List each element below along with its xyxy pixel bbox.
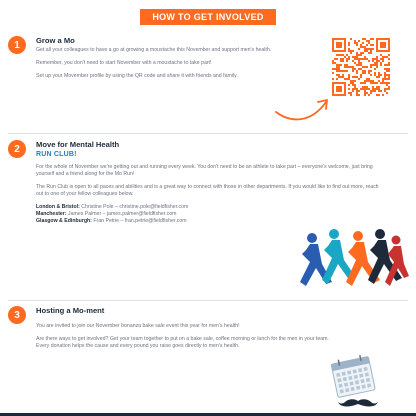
paragraph: Remember, you don't need to start November with a moustache to take part! (36, 60, 212, 66)
step-number-badge: 1 (8, 36, 26, 54)
step-number-badge: 2 (8, 140, 26, 158)
contact-line (36, 204, 386, 211)
section-title: Hosting a Mo-ment (36, 306, 105, 315)
paragraph: You are invited to join our November bonanza bake sale event this year for men's health! (36, 323, 240, 329)
contact-detail[interactable]: Christine Pole – christine.pole@fieldfisher.com (81, 204, 189, 210)
contact-city: Glasgow & Edinburgh: (36, 218, 92, 224)
contact-detail[interactable]: James Palmer – james.palmer@fieldfisher.com (68, 211, 177, 217)
paragraph: For the whole of November we're getting out and running every week. You don't need to be an athlete to take part – everyone's welcome, just bring yourself and a friend along for the Mo Run! (36, 164, 373, 177)
paragraph: Set up your Movember profile by using the QR code and share it with friends and family. (36, 73, 238, 79)
section-body (36, 140, 386, 225)
section-divider (8, 300, 408, 301)
contact-detail[interactable]: Fran Petrie – fran.petrie@fieldfisher.com (93, 218, 187, 224)
contact-line (36, 211, 386, 218)
section-body (36, 36, 326, 86)
contact-city: London & Bristol: (36, 204, 80, 210)
contact-city: Manchester: (36, 211, 67, 217)
section-title: Move for Mental Health (36, 140, 120, 149)
step-number-badge: 3 (8, 306, 26, 324)
paragraph: Are there ways to get involved? Get your team together to put on a bake sale, coffee morning or lunch for the men in your team. Every donation helps the cause and every pound you raise goes directly to men's health. (36, 336, 329, 349)
section-title: Grow a Mo (36, 36, 75, 45)
qr-code-icon[interactable] (332, 38, 390, 96)
paragraph: Get all your colleagues to have a go at growing a moustache this November and support men's health. (36, 47, 272, 53)
section-body (36, 306, 366, 356)
mustache-icon (338, 398, 378, 408)
section-divider (8, 133, 408, 134)
section-subtitle: RUN CLUB! (36, 151, 77, 158)
curved-arrow-icon (272, 96, 332, 122)
page-title: HOW TO GET INVOLVED (140, 9, 276, 25)
runners-illustration (292, 224, 410, 304)
calendar-icon (328, 354, 378, 398)
paragraph: The Run Club is open to all paces and abilities and is a great way to connect with those in other departments. If you would like to find out more, reach out to one of your fellow colleagues below. (36, 184, 379, 197)
